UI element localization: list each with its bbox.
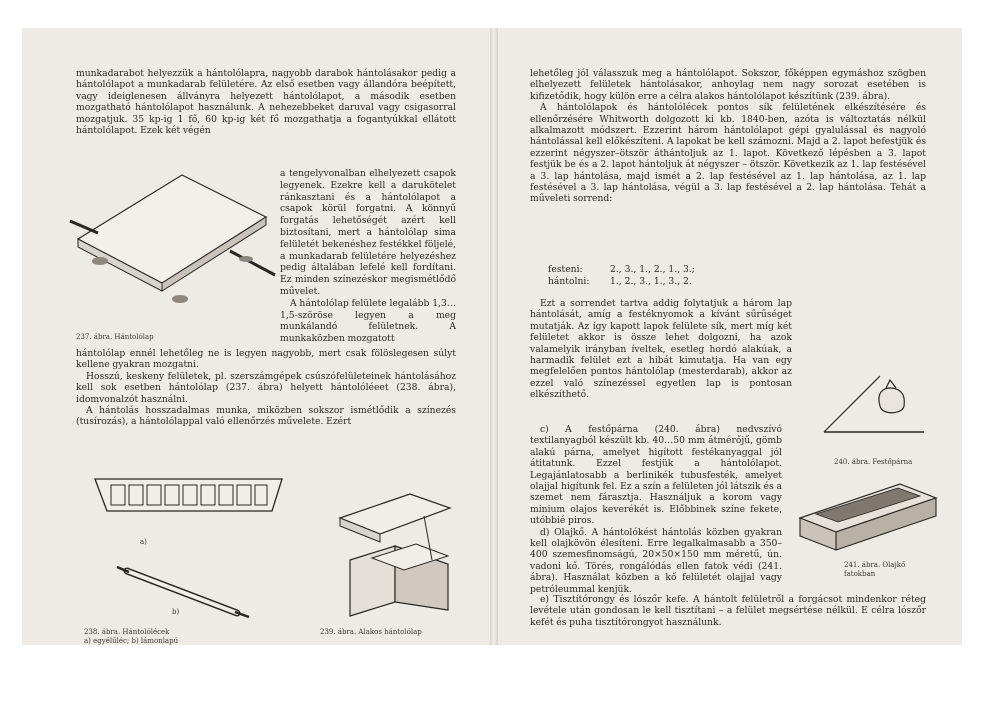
right-para-top: lehetőleg jól válasszuk meg a hántolólapot. Sokszor, főképpen egymáshoz szögben elhelyezett felületek hántolásakor, anhoylag nem nagy sorozat esetében is kifizetődik, hogy külön erre a célra alakos hántolólapot készítünk (239. ábra). A hántolólapok és hántolólécek pontos sík felületének elkészítésére és ellenőrzésére Whitworth dolgozott ki kb. 1840-ben, azóta is változtatás nélkül alkalmazott módszert. Ezzerint három hántolólapot gépi gyalulással és nagyoló hántolással kell előkészíteni. A lapokat be kell számozni. Majd a 2. lapot befestjük és ezzerint négyszer–ötször áthántoljuk az 1. lapot. Következő lépésben a 3. lapot festjük be és a 2. lapot hántoljuk át négyszer – ötször. Következik az 1. lap festésével a 3. lap hántolása, majd ismét a 2. lap festésével az 1. lap hántolása, az 1. lap festésével a 3. lap hántolása, végül a 3. lap festésével a 2. lap hántolása. Tehát a műveleti sorrend: [530,68,926,205]
figure-238-scraping-bars [87,473,307,623]
fig238-label-b: b) [172,608,180,616]
fig239-caption: 239. ábra. Alakos hántolólap [320,628,422,636]
fig240-caption: 240. ábra. Festőpárna [834,458,913,466]
figure-237-scraping-plate [70,163,290,323]
right-page [498,28,962,645]
left-page [22,28,490,645]
figure-239-shaped-plate [320,490,470,625]
left-para-full: hántolólap ennél lehetőleg ne is legyen nagyobb, mert csak fölöslegesen súlyt kellene gyakran mozgatni. Hosszú, keskeny felületek, pl. szerszámgépek csúszófelületeinek hántolásához kell sok esetben hántolólap (237. ábra) helyett hántolóléeet (238. ábra), idomvonalzót használni. A hántolás hosszadalmas munka, miközben sokszor ismétlődik a színezés (tusírozás), a hántolólappal való ellenőrzés művelete. Ezért [76,348,456,428]
left-para-wrap: a tengelyvonalban elhelyezett csapok legyenek. Ezekre kell a darukötelet ránkasztani és a hántolólapot a csapok körül forgatni. A könnyű forgatás lehetőségét azért kell biztosítani, mert a hántolólap sima felületét bekenéshez festékkel följelé, a munkadarab felületére helyezéshez pedig általában lefelé kell fordítani. Ez minden színezéskor megismétlődő művelet. A hántolólap felülete legalább 1,3…1,5-szöröse legyen a meg munkálandó felületnek. A munkaközben mozgatott [280,168,456,345]
book-spread [22,28,962,645]
right-para-3: Ezt a sorrendet tartva addig folytatjuk a három lap hántolását, amíg a festéknyomok a kívánt sűrűséget mutatják. Az így kapott lapok felülete sík, mert míg két felületet akkor is össze lehet dolgozni, ha azok valamelyik irányban íveltek, esetleg hordó alakúak, a harmadik felület ezt a hibát kimutatja. Ha van egy megfelelően pontos hántolólap (mesterdarab), akkor az ezzel való színezéssel egyetlen lap is pontosan elkészíthető. [530,298,792,401]
fig237-caption: 237. ábra. Hántolólap [76,333,154,341]
fig238-caption-2: a) egyélűléc; b) lámonlapú [84,637,179,645]
left-para-top: munkadarabot helyezzük a hántolólapra, nagyobb darabok hántolásakor pedig a hántolólapot a munkadarab felületére. Az első esetben vagy állandóra beépített, vagy ideiglenesen állványra helyezett hántolólapot, a második esetben mozgatható hántolólapot használunk. A nehezebbeket daruval vagy csigasorral mozgatjuk. 35 kp-ig 1 fő, 60 kp-ig két fő mozgathatja a fogantyúkkal ellátott hántolólapot. Ezek két végén [76,68,456,137]
right-para-c: c) A festőpárna (240. ábra) nedvszívó textilanyagból készült kb. 40…50 mm átmérőjű, gömb alakú párna, amelyet higított festékanyaggal jól átitatunk. Ezzel festjük a hántolólapot. Legajánlatosabb a berlinikék tubusfesték, amelyet olajjal higítunk fel. Ez a szín a felületen jól látszik és a szemet nem fárasztja. Használjuk a korom vagy minium olajos keverékét is. Előbbinek színe fekete, utóbbié piros. d) Olajkő. A hántolókést hántolás közben gyakran kell olajkövön élesíteni. Erre legalkalmasabb a 350–400 szemesfinomságú, 20×50×150 mm méretű, ún. vadoni kő. Törés, rongálódás ellen fatok védi (241. ábra). Használat közben a kő felületét olajjal vagy petróleummal kenjük. [530,424,782,595]
operation-sequence: festeni: 2., 3., 1., 2., 1., 3.; hántolni: 1., 2., 3., 1., 3., 2. [548,264,695,287]
fig241-caption-1: 241. ábra. Olajkő [844,561,906,569]
fig238-label-a: a) [140,538,147,546]
book-gutter [490,28,498,645]
fig241-caption-2: fatokban [844,570,876,578]
right-para-e: e) Tisztítórongy és lószőr kefe. A hántolt felületről a forgácsot mindenkor réteg levétele után gondosan le kell tisztítani – a felület megsértése nélkül. E célra lószőr kefét és puha tisztítórongyot használunk. [530,594,926,628]
figure-241-oilstone [790,476,940,556]
fig238-caption-1: 238. ábra. Hántolólécek [84,628,170,636]
